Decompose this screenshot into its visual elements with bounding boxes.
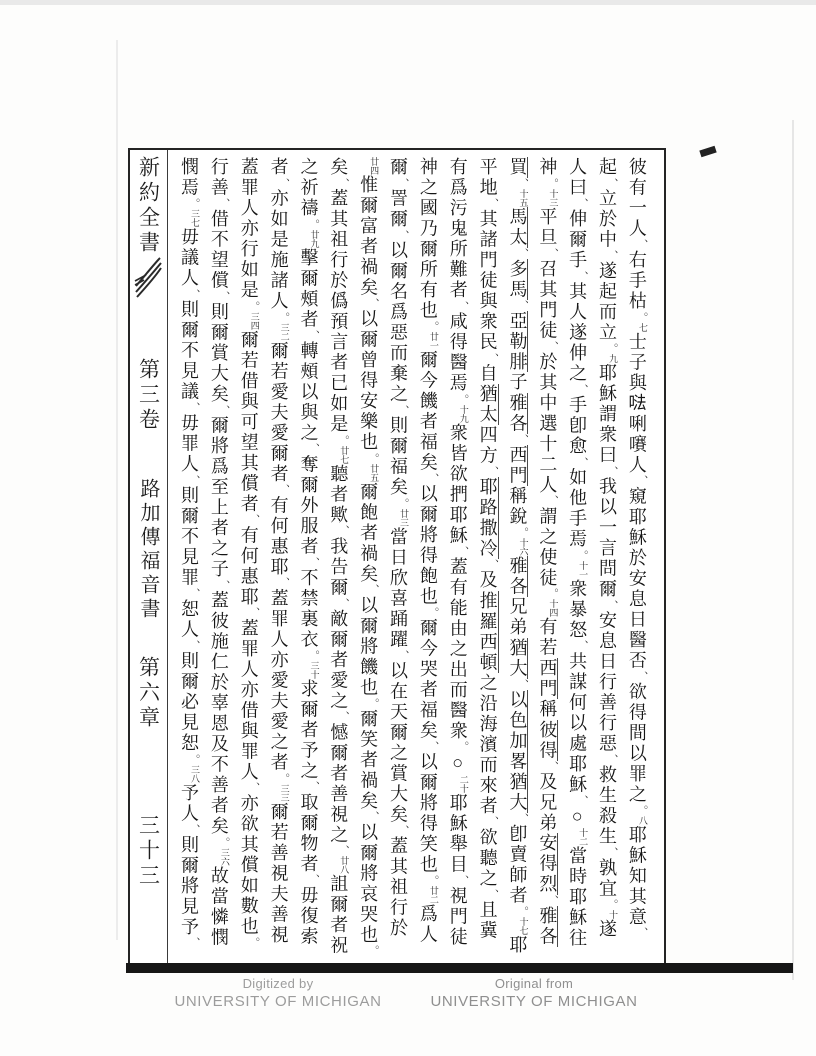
text-run: 彼有一人、右手枯。: [626, 157, 648, 323]
scan-artifact: [699, 146, 716, 158]
proper-name: 西門: [507, 444, 528, 486]
punctuation-mark: 、: [606, 754, 619, 765]
text-run: 、及: [477, 559, 499, 591]
punctuation-mark: 、: [576, 456, 589, 468]
verse-number: 二十: [458, 774, 469, 793]
original-credit: [418, 976, 650, 1010]
chapter-label: 第六章: [136, 656, 161, 731]
text-run: 四方、: [477, 425, 499, 477]
text-run: 爾若愛夫愛爾者、有何惠耶、蓋罪人亦愛夫愛之者。: [268, 340, 290, 784]
text-run: 、卽賣師者。: [507, 812, 529, 917]
text-run: [507, 434, 527, 445]
proper-name: 耶路撒冷: [477, 477, 498, 559]
text-run: 爾若善視夫善視: [268, 801, 289, 945]
text-run: 當時耶穌往: [567, 846, 588, 949]
text-run: 衆皆欲捫耶穌、蓋有能由之出而醫衆。○: [447, 422, 469, 775]
punctuation-mark: 、: [367, 811, 380, 822]
digitized-credit: [168, 976, 388, 1010]
punctuation-mark: 。: [576, 549, 589, 561]
punctuation-mark: 、: [546, 495, 559, 506]
punctuation-mark: 。: [367, 452, 380, 464]
punctuation-mark: 、: [217, 198, 230, 209]
punctuation-mark: 、: [397, 229, 410, 241]
margin-strip: [130, 150, 168, 964]
punctuation-mark: 、: [516, 177, 529, 189]
text-run: [537, 895, 557, 906]
text-run: 人曰、伸爾手、其人遂伸之、手卽愈、如他手焉。: [567, 157, 589, 561]
digitized-by-label: Digitized by: [242, 976, 314, 991]
text-run: 子: [507, 372, 528, 393]
punctuation-mark: 、: [217, 579, 230, 591]
punctuation-mark: 。: [367, 697, 380, 709]
text-run: 士子與𠵽唎㘔人、窺耶穌於安息日醫否、欲得間以罪之。: [626, 331, 648, 816]
text-run: [507, 178, 527, 189]
verse-number: 八: [637, 815, 648, 825]
punctuation-mark: 、: [456, 874, 469, 886]
proper-name: 多馬: [507, 258, 528, 300]
punctuation-mark: 、: [426, 473, 439, 484]
punctuation-mark: 、: [337, 525, 350, 536]
text-column: [177, 157, 201, 957]
punctuation-mark: 、: [635, 670, 648, 682]
verse-number: 三八: [190, 764, 200, 783]
punctuation-mark: 。: [217, 836, 230, 848]
punctuation-mark: 、: [426, 741, 439, 752]
punctuation-mark: 、: [247, 782, 260, 793]
text-run: 詛爾者祝: [328, 874, 349, 956]
punctuation-mark: 、: [635, 239, 648, 250]
text-column: [296, 157, 320, 957]
verse-number: 廿四: [369, 157, 380, 175]
punctuation-mark: 、: [516, 247, 529, 259]
verse-number: 廿七: [339, 445, 350, 464]
punctuation-mark: 、: [307, 874, 320, 885]
text-run: 平旦、召其門徒、於其中選十二人、謂之使徒。: [537, 206, 559, 599]
text-run: 兄弟: [507, 596, 528, 638]
punctuation-mark: 、: [516, 299, 529, 311]
text-run: 稱銳。: [507, 485, 529, 538]
text-run: 予人、則爾將見予、: [179, 782, 200, 948]
folio-number: 三十三: [136, 814, 161, 889]
text-column: [267, 157, 291, 957]
verse-number: 廿二: [428, 886, 439, 904]
text-run: [507, 679, 527, 690]
proper-name: 雅各: [507, 555, 528, 597]
punctuation-mark: 、: [606, 177, 619, 189]
verse-number: 十三: [548, 188, 559, 207]
verse-number: 十七: [518, 916, 529, 935]
text-run: 者、亦如是施諸人。: [268, 157, 290, 323]
punctuation-mark: 、: [397, 649, 410, 661]
punctuation-mark: 、: [307, 781, 320, 792]
text-column: [386, 157, 410, 957]
page-edge-shadow-right: [792, 120, 794, 980]
punctuation-mark: 。: [606, 899, 619, 910]
verse-number: 三四: [249, 311, 260, 330]
verse-number: 廿五: [369, 463, 380, 482]
volume-label: 第三卷: [136, 358, 161, 433]
verse-number: 廿九: [309, 229, 320, 248]
text-run: 當日欣喜踊躍、以在天爾之賞大矣、蓋其祖行於: [388, 526, 410, 938]
text-run: 行善、借不望償、則爾賞大矣、爾將爲至上者之子、蓋彼施仁於辜恩及不善者矣。: [208, 157, 230, 848]
punctuation-mark: 。: [606, 343, 619, 354]
text-column: [476, 157, 500, 957]
verse-number: 廿八: [339, 856, 350, 874]
punctuation-mark: 、: [576, 270, 589, 282]
punctuation-mark: 。: [247, 300, 260, 312]
punctuation-mark: 、: [247, 607, 260, 618]
text-columns: [168, 150, 664, 964]
punctuation-mark: 。: [277, 772, 290, 784]
punctuation-mark: 。: [635, 311, 648, 323]
punctuation-mark: 、: [188, 288, 200, 300]
text-run: 擊爾頰者、轉頰以與之、奪爾外服者、不禁裏衣。: [298, 247, 320, 661]
punctuation-mark: 。: [426, 875, 439, 886]
punctuation-mark: 。: [516, 905, 529, 917]
verse-number: 三七: [190, 209, 200, 227]
proper-name: 以色加畧: [507, 689, 528, 772]
punctuation-mark: 。: [546, 177, 559, 189]
text-column: [326, 157, 350, 957]
punctuation-mark: 、: [456, 545, 469, 557]
text-run: 毋議人、則爾不見議、毋罪人、則爾不見罪、恕人、則爾必見恕。: [179, 227, 200, 765]
punctuation-mark: 、: [486, 466, 499, 477]
proper-name: 推羅西頓: [477, 590, 498, 673]
text-column: [356, 157, 380, 957]
text-column: [416, 157, 440, 957]
text-column: [595, 157, 619, 957]
verse-number: 三六: [219, 847, 230, 866]
punctuation-mark: 、: [546, 340, 559, 352]
text-column: [535, 157, 559, 957]
text-run: 起、立於中、遂起而立。: [597, 157, 619, 354]
text-run: 惟爾富者禍矣、以爾曾得安樂也。: [358, 175, 380, 464]
punctuation-mark: 、: [486, 559, 499, 570]
text-column: [237, 157, 261, 957]
book-name-label: 路加傳福音書: [137, 478, 159, 622]
verse-number: 十九: [458, 404, 469, 423]
punctuation-mark: 、: [486, 352, 499, 364]
verse-number: 十: [608, 910, 619, 919]
punctuation-mark: 、: [397, 177, 410, 189]
text-column: [505, 157, 529, 957]
text-run: 故當憐憫: [208, 865, 229, 948]
text-run: 爾今饑者福矣、以爾將得飽也。爾今哭者福矣、以爾將得笑也。: [417, 350, 439, 886]
punctuation-mark: 、: [456, 300, 469, 312]
scan-edge-bar: [126, 963, 793, 973]
text-run: 耶: [507, 934, 528, 955]
punctuation-mark: 。: [307, 218, 320, 230]
punctuation-mark: 、: [576, 198, 589, 209]
punctuation-mark: 、: [188, 474, 200, 486]
punctuation-mark: 。: [247, 936, 260, 948]
proper-name: 猶大: [507, 637, 528, 679]
text-run: [507, 300, 527, 311]
proper-name: 雅各: [537, 905, 558, 947]
text-column: [446, 157, 470, 957]
text-run: 爾若借與可望其償者、有何惠耶、蓋罪人亦借與罪人、亦欲其償如數也。: [238, 329, 260, 948]
text-run: 遂: [597, 919, 618, 940]
punctuation-mark: 、: [217, 291, 230, 302]
verse-number: 廿三: [399, 508, 410, 527]
text-run: 聽者歟、我告爾、敵爾者愛之、憾爾者善視之、: [328, 463, 350, 856]
punctuation-mark: 。: [456, 741, 469, 752]
page-edge-shadow-left: [116, 40, 118, 940]
text-run: [507, 248, 527, 259]
punctuation-mark: 、: [546, 247, 559, 259]
punctuation-mark: 。: [426, 607, 439, 618]
text-run: 矣、蓋其祖行於僞預言者已如是。: [328, 157, 350, 446]
original-from-label: Original from: [494, 976, 574, 991]
proper-name: 西門: [537, 658, 558, 699]
ornament-flourish-icon: [134, 254, 162, 300]
proper-name: 馬太: [507, 206, 528, 248]
text-frame: [128, 148, 666, 966]
verse-number: 三三: [279, 783, 290, 802]
proper-name: 亞勒腓: [507, 310, 528, 372]
punctuation-mark: 、: [277, 177, 290, 189]
punctuation-mark: 、: [277, 577, 290, 588]
punctuation-mark: 、: [367, 584, 380, 595]
text-run: 有若: [537, 617, 558, 658]
text-run: 爾、詈爾、以爾名爲惡而棄之、則爾福矣。: [388, 157, 410, 509]
verse-number: 十四: [548, 599, 559, 617]
text-run: 蓋罪人亦行如是。: [238, 157, 260, 312]
punctuation-mark: 、: [247, 514, 260, 525]
punctuation-mark: 。: [337, 434, 350, 446]
proper-name: 彼得: [537, 719, 558, 761]
punctuation-mark: 、: [307, 329, 320, 341]
text-run: 求爾者予之、取爾物者、毋復索: [298, 678, 320, 947]
punctuation-mark: 、: [516, 678, 529, 690]
punctuation-mark: 、: [217, 404, 230, 416]
punctuation-mark: 、: [337, 597, 350, 609]
punctuation-mark: 、: [606, 847, 619, 858]
punctuation-mark: 、: [367, 298, 380, 309]
verse-number: 三十: [309, 660, 320, 679]
punctuation-mark: 、: [397, 404, 410, 416]
proper-name: 雅各: [507, 392, 528, 434]
punctuation-mark: 、: [337, 845, 350, 856]
text-column: [565, 157, 589, 957]
original-org: UNIVERSITY OF MICHIGAN: [430, 993, 638, 1010]
punctuation-mark: 。: [277, 311, 290, 323]
punctuation-mark: 。: [456, 393, 469, 405]
text-run: 之祈禱。: [298, 157, 320, 230]
text-run: 耶穌知其意、: [626, 824, 648, 938]
digitized-org: UNIVERSITY OF MICHIGAN: [174, 993, 382, 1010]
punctuation-mark: 、: [516, 812, 529, 824]
text-run: 神。: [537, 157, 559, 189]
punctuation-mark: 、: [188, 640, 200, 651]
proper-name: 買: [507, 157, 528, 178]
text-run: 衆暴怒、共謀何以處耶穌、○: [567, 578, 589, 828]
scan-top-shade: [0, 0, 816, 5]
verse-number: 十五: [518, 188, 529, 207]
verse-number: 三二: [279, 322, 290, 341]
punctuation-mark: 。: [397, 497, 410, 509]
text-run: 爾飽者禍矣、以爾將饑也。爾笑者禍矣、以爾將哀哭也。: [358, 481, 380, 956]
punctuation-mark: 。: [516, 526, 529, 538]
punctuation-mark: 、: [635, 927, 648, 938]
punctuation-mark: 、: [397, 824, 410, 836]
punctuation-mark: 、: [606, 599, 619, 611]
punctuation-mark: 、: [606, 250, 619, 261]
punctuation-mark: 、: [307, 556, 320, 568]
verse-number: 九: [608, 354, 619, 363]
punctuation-mark: 、: [188, 823, 200, 835]
punctuation-mark: 、: [188, 588, 200, 599]
text-run: 之沿海濱而來者、欲聽之、且冀: [477, 672, 499, 941]
text-run: 、及兄弟: [537, 760, 559, 833]
punctuation-mark: 、: [277, 484, 290, 495]
punctuation-mark: 。: [426, 321, 439, 332]
verse-number: 十二: [578, 828, 589, 846]
punctuation-mark: 、: [576, 384, 589, 395]
punctuation-mark: 。: [367, 945, 380, 956]
proper-name: 猶太: [477, 384, 498, 425]
punctuation-mark: 、: [635, 475, 648, 486]
punctuation-mark: 、: [307, 443, 320, 454]
proper-name: 猶大: [507, 771, 528, 813]
text-run: 神之國乃爾所有也。: [417, 157, 439, 332]
punctuation-mark: 、: [188, 937, 200, 948]
punctuation-mark: 、: [546, 760, 559, 772]
punctuation-mark: 。: [307, 649, 320, 661]
punctuation-mark: 、: [188, 402, 200, 413]
punctuation-mark: 、: [546, 894, 559, 906]
punctuation-mark: 、: [486, 198, 499, 209]
punctuation-mark: 、: [337, 711, 350, 722]
punctuation-mark: 、: [516, 433, 529, 445]
book-title: 新約全書: [136, 156, 161, 256]
verse-number: 七: [637, 322, 648, 332]
punctuation-mark: 、: [486, 816, 499, 827]
punctuation-mark: 。: [188, 753, 200, 765]
text-run: 爲人: [417, 904, 438, 945]
text-column: [207, 157, 231, 957]
verse-number: 十一: [578, 560, 589, 579]
text-run: 耶穌舉目、視門徒: [447, 792, 469, 947]
verse-number: 十六: [518, 537, 529, 556]
verse-number: 廿一: [428, 332, 439, 350]
punctuation-mark: 。: [635, 804, 648, 816]
text-run: 有爲污鬼所難者、咸得醫焉。: [447, 157, 469, 405]
text-run: 耶穌謂衆曰、我以一言問爾、安息日行善行惡、救生殺生、孰宜。: [597, 363, 619, 910]
text-run: 憫焉。: [179, 157, 200, 209]
punctuation-mark: 。: [188, 198, 200, 209]
text-column: [625, 157, 649, 957]
proper-name: 安得烈: [537, 833, 558, 895]
punctuation-mark: 、: [576, 794, 589, 806]
text-run: 稱: [537, 699, 558, 720]
punctuation-mark: 。: [546, 588, 559, 599]
punctuation-mark: 、: [606, 465, 619, 477]
punctuation-mark: 、: [486, 888, 499, 900]
punctuation-mark: 、: [337, 177, 350, 189]
punctuation-mark: 、: [576, 640, 589, 651]
text-run: 平地、其諸門徒與衆民、自: [477, 157, 499, 384]
